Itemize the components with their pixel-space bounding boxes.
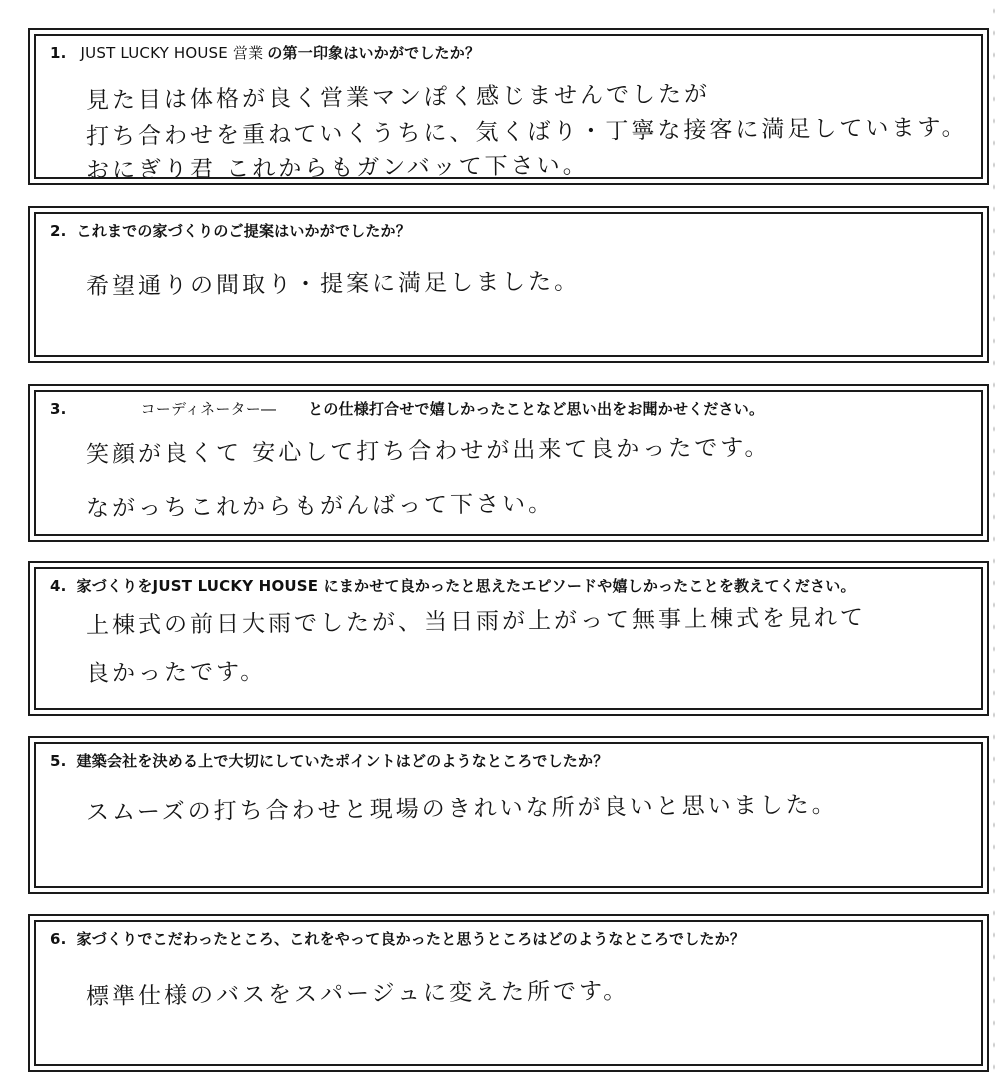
question-box-1 (28, 28, 989, 185)
question-text: との仕様打合せで嬉しかったことなど思い出をお聞かせください。 (308, 400, 765, 418)
question-box-4 (28, 561, 989, 716)
answer-line: 良かったです。 (85, 659, 267, 687)
question-number: 4. (50, 577, 67, 595)
question-inline-name: コーディネーター― (140, 400, 277, 418)
question-title-1 (50, 42, 480, 63)
answer-line: 打ち合わせを重ねていくうちに、気くばり・丁寧な接客に満足しています。 (85, 114, 968, 150)
question-title-4 (50, 575, 856, 596)
answer-line: スムーズの打ち合わせと現場のきれいな所が良いと思いました。 (85, 792, 838, 826)
answer-line: 標準仕様のバスをスパージュに変えた所です。 (85, 978, 630, 1010)
question-number: 1. (50, 44, 67, 62)
question-text: の第一印象はいかがでしたか？ (267, 44, 481, 62)
answer-line: 見た目は体格が良く営業マンぽく感じませんでしたが (85, 81, 711, 114)
answer-line: ながっちこれからもがんばって下さい。 (85, 491, 555, 522)
question-title-5 (50, 750, 608, 771)
question-number: 2. (50, 222, 67, 240)
question-text: 建築会社を決める上で大切にしていたポイントはどのようなところでしたか？ (76, 752, 609, 770)
answer-line: 笑顔が良くて 安心して打ち合わせが出来て良かったです。 (85, 434, 771, 468)
question-text: 家づくりをJUST LUCKY HOUSE にまかせて良かったと思えたエピソードや嬉しかったことを教えてください。 (76, 577, 856, 595)
question-box-6 (28, 914, 989, 1072)
question-box-2 (28, 206, 989, 363)
question-text: これまでの家づくりのご提案はいかがでしたか？ (76, 222, 411, 240)
question-box-3 (28, 384, 989, 542)
answer-line: 希望通りの間取り・提案に満足しました。 (85, 268, 581, 300)
question-number: 3. (50, 400, 67, 418)
question-title-6 (50, 928, 745, 949)
scan-edge-dots (990, 0, 998, 1086)
question-title-3 (50, 398, 764, 419)
answer-line: おにぎり君 これからもガンバッて下さい。 (85, 152, 589, 184)
question-number: 6. (50, 930, 67, 948)
question-box-5 (28, 736, 989, 894)
question-inline-name: JUST LUCKY HOUSE 営業 (80, 44, 264, 62)
question-number: 5. (50, 752, 67, 770)
answer-line: 上棟式の前日大雨でしたが、当日雨が上がって無事上棟式を見れて (85, 604, 867, 639)
question-title-2 (50, 220, 411, 241)
question-text: 家づくりでこだわったところ、これをやって良かったと思うところはどのようなところでしたか？ (76, 930, 746, 948)
